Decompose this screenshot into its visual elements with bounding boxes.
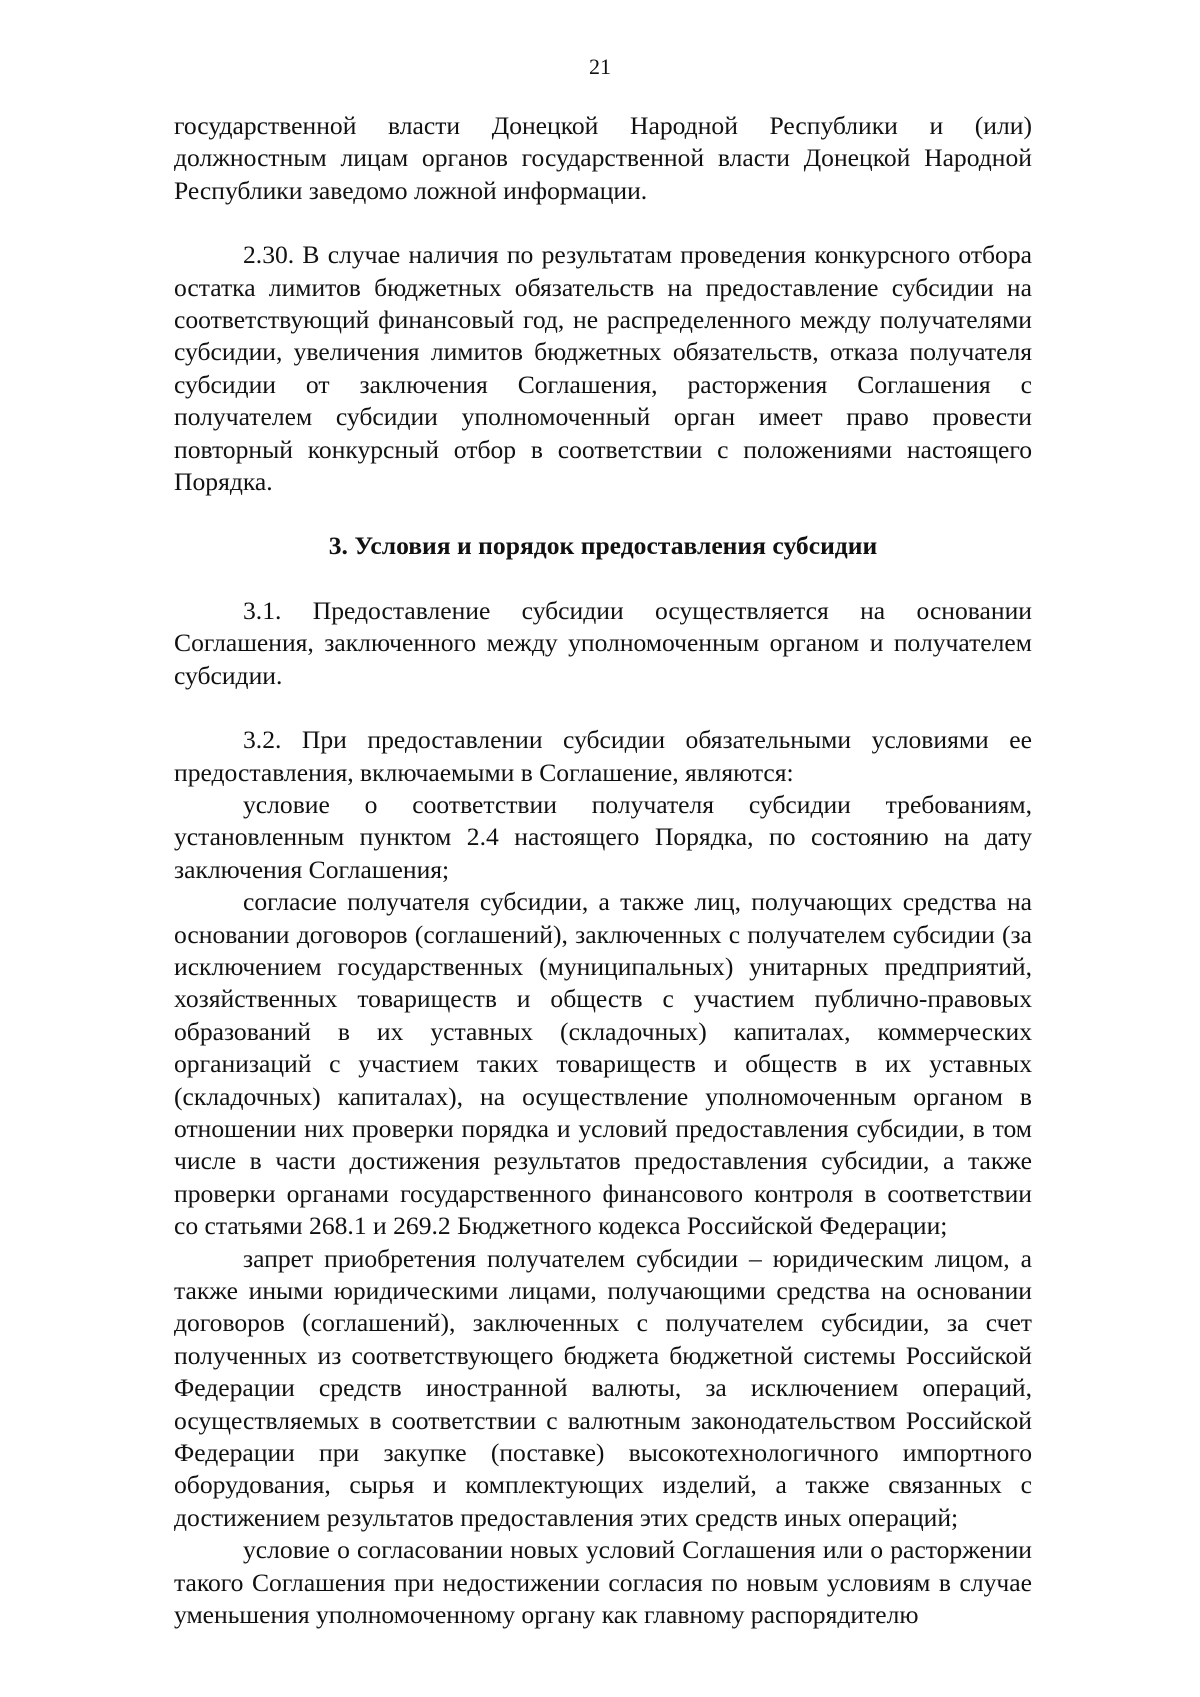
condition-currency-ban: запрет приобретения получателем субсидии – юридическим лицом, а также иными юридическими лицами, получающими средства на основании договоров (соглашений), заключенных с получателем субсидии, за счет полученных из соответствующего бюджета бюджетной системы Российской Федерации средств иностранной валюты, за исключением операций, осуществляемых в соответствии с валютным законодательством Российской Федерации при закупке (поставке) высокотехнологичного импортного оборудования, сырья и комплектующих изделий, а также связанных с достижением результатов предоставления этих средств иных операций; <box>174 1243 1032 1532</box>
section-heading <box>174 530 1032 562</box>
paragraph-2-30: 2.30. В случае наличия по результатам проведения конкурсного отбора остатка лимитов бюджетных обязательств на предоставление субсидии на соответствующий финансовый год, не распределенного между получателями субсидии, увеличения лимитов бюджетных обязательств, отказа получателя субсидии от заключения Соглашения, расторжения Соглашения с получателем субсидии уполномоченный орган имеет право провести повторный конкурсный отбор в соответствии с положениями настоящего Порядка. <box>174 240 1032 497</box>
page-number: 21 <box>589 54 611 79</box>
section-number: 3 <box>328 531 342 561</box>
section-title: . Условия и порядок предоставления субсидии <box>341 531 878 561</box>
condition-agreement-change: условие о согласовании новых условий Соглашения или о расторжении такого Соглашения при недостижении согласия по новым условиям в случае уменьшения уполномоченному органу как главному распорядителю <box>174 1535 1032 1630</box>
paragraph-continuation: государственной власти Донецкой Народной Республики и (или) должностным лицам органов государственной власти Донецкой Народной Республики заведомо ложной информации. <box>174 111 1032 205</box>
document-body <box>174 110 1032 1631</box>
paragraph-3-2: 3.2. При предоставлении субсидии обязательными условиями ее предоставления, включаемыми в Соглашение, являются: <box>174 725 1032 787</box>
paragraph-3-1: 3.1. Предоставление субсидии осуществляется на основании Соглашения, заключенного между уполномоченным органом и получателем субсидии. <box>174 595 1032 690</box>
condition-compliance: условие о соответствии получателя субсидии требованиям, установленным пунктом 2.4 настоящего Порядка, по состоянию на дату заключения Соглашения; <box>174 789 1032 884</box>
condition-consent: согласие получателя субсидии, а также лиц, получающих средства на основании договоров (соглашений), заключенных с получателем субсидии (за исключением государственных (муниципальных) унитарных предприятий, хозяйственных товариществ и обществ с участием публично-правовых образований в их уставных (складочных) капиталах, коммерческих организаций с участием таких товариществ и обществ в их уставных (складочных) капиталах), на осуществление уполномоченным органом в отношении них проверки порядка и условий предоставления субсидии, в том числе в части достижения результатов предоставления субсидии, а также проверки органами государственного финансового контроля в соответствии со статьями 268.1 и 269.2 Бюджетного кодекса Российской Федерации; <box>174 887 1032 1241</box>
